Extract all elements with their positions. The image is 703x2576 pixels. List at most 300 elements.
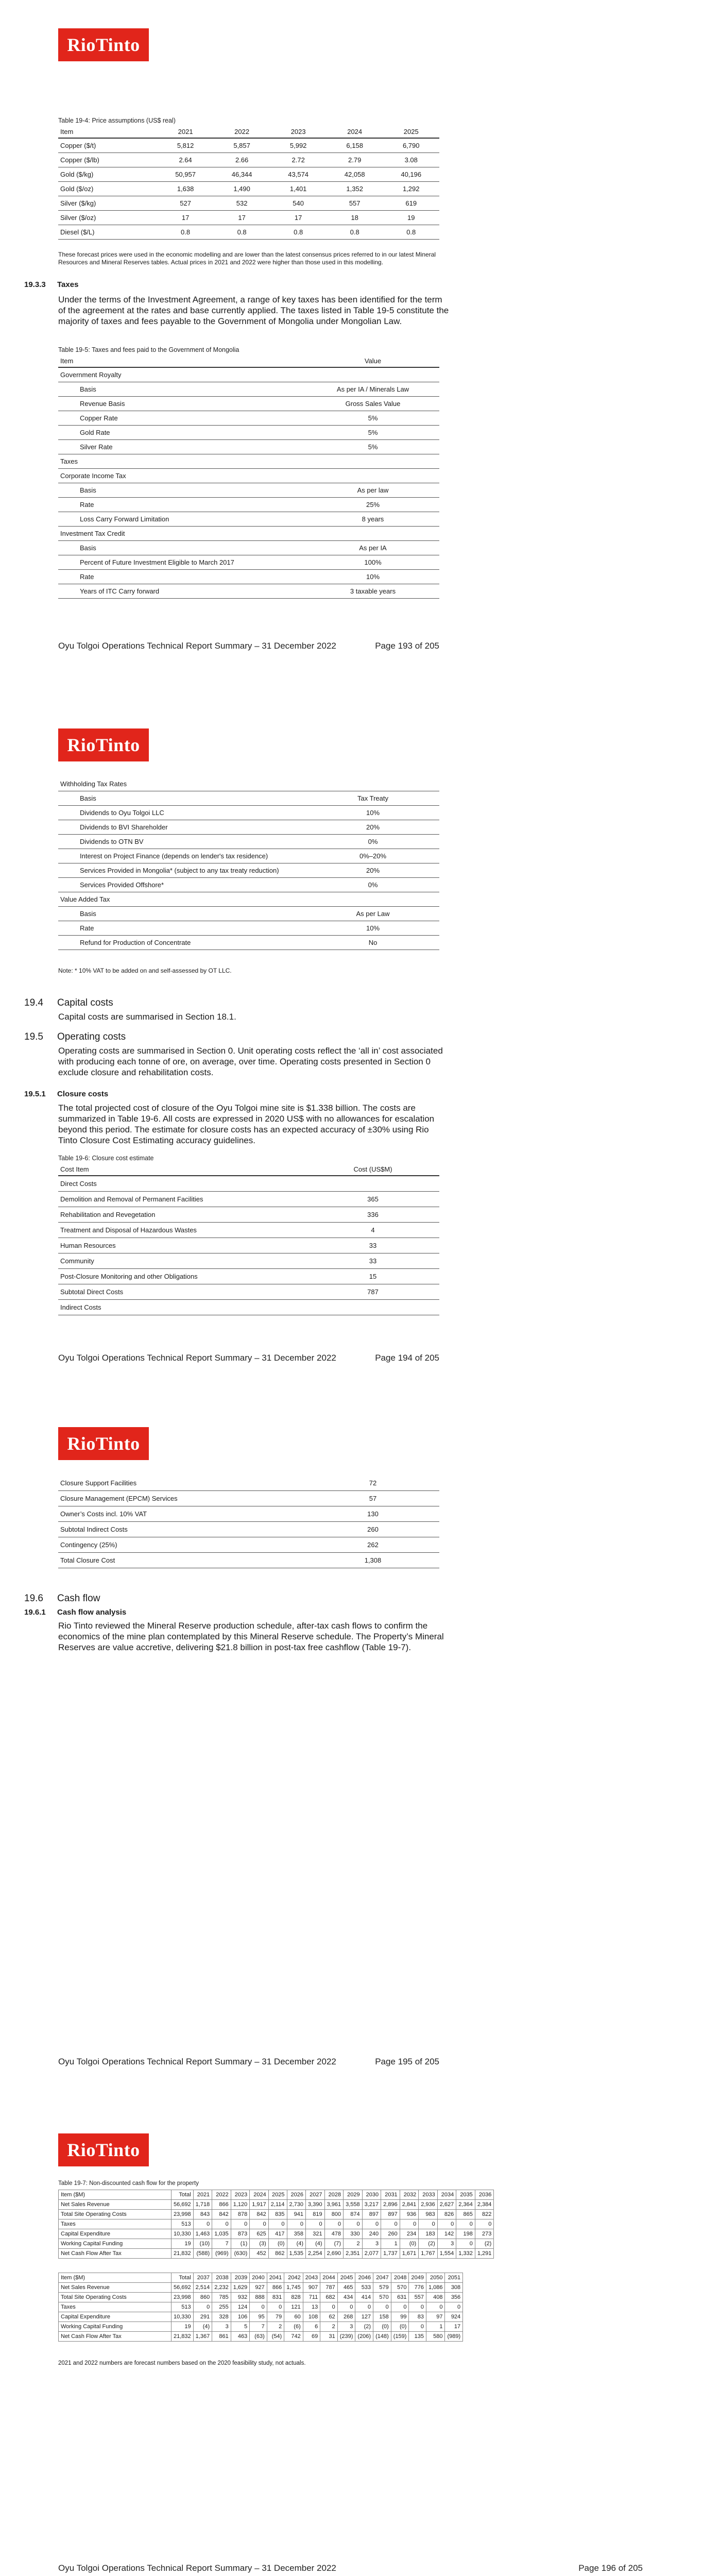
row-label: Corporate Income Tax	[58, 469, 306, 483]
row-label: Interest on Project Finance (depends on lender's tax residence)	[58, 849, 306, 863]
table-cell: (206)	[355, 2332, 373, 2342]
table-row	[58, 777, 439, 791]
table-row	[58, 849, 439, 863]
table-cell: (1)	[231, 2239, 250, 2249]
table-cell: 0	[437, 2219, 456, 2229]
column-header: 2041	[267, 2273, 284, 2283]
column-header: 2032	[400, 2190, 419, 2200]
table-cell: 843	[193, 2210, 212, 2219]
row-label: Rate	[58, 570, 306, 584]
table-cell: 0.8	[214, 225, 270, 240]
column-header: 2042	[284, 2273, 303, 2283]
row-value: 5%	[306, 440, 439, 454]
table-row	[58, 138, 439, 153]
row-value: Tax Treaty	[306, 791, 439, 806]
column-header: 2024	[250, 2190, 269, 2200]
row-value	[306, 892, 439, 907]
tax-table-caption: Table 19-5: Taxes and fees paid to the Government of Mongolia	[58, 346, 239, 353]
footer-title: Oyu Tolgoi Operations Technical Report Summary – 31 December 2022	[58, 641, 336, 651]
table-cell: 5	[231, 2322, 250, 2332]
table-cell: 0	[355, 2302, 373, 2312]
table-cell: 417	[268, 2229, 287, 2239]
col-value: Value	[306, 355, 439, 367]
column-header: Total	[172, 2273, 194, 2283]
footer-title: Oyu Tolgoi Operations Technical Report Summary – 31 December 2022	[58, 1353, 336, 1363]
table-cell: Capital Expenditure	[59, 2312, 172, 2322]
row-label: Silver Rate	[58, 440, 306, 454]
table-cell: 1,737	[381, 2249, 400, 2259]
table-cell: 1,554	[437, 2249, 456, 2259]
table-row	[58, 196, 439, 211]
table-cell: 0.8	[157, 225, 214, 240]
table-row	[58, 454, 439, 469]
table-cell: 5,812	[157, 138, 214, 153]
table-cell: (7)	[324, 2239, 344, 2249]
table-row	[58, 527, 439, 541]
rio-tinto-logo: RioTinto	[58, 728, 149, 761]
col-item: Item	[58, 355, 306, 367]
table-cell: (3)	[250, 2239, 269, 2249]
table-cell: (969)	[212, 2249, 231, 2259]
table-cell: 19	[172, 2239, 194, 2249]
row-label: Direct Costs	[58, 1176, 306, 1192]
cash-flow-table-2037-2051	[58, 2273, 463, 2342]
table-cell: 2,936	[419, 2200, 438, 2210]
column-header: 2051	[445, 2273, 463, 2283]
table-cell: Total Site Operating Costs	[59, 2210, 172, 2219]
operating-costs-paragraph: Operating costs are summarised in Section 0. Unit operating costs reflect the ‘all in’ cost associated with producing each tonne of ore, on average, over time. Operating costs presented in Section 0 exclude closure and rehabilitation costs.	[58, 1046, 443, 1077]
footer-title: Oyu Tolgoi Operations Technical Report Summary – 31 December 2022	[58, 2057, 336, 2066]
table-header-row	[58, 126, 439, 138]
table-cell: 10,330	[172, 2229, 194, 2239]
table-row	[59, 2210, 494, 2219]
column-header: 2048	[391, 2273, 409, 2283]
table-row	[58, 541, 439, 555]
table-cell: 142	[437, 2229, 456, 2239]
table-cell: (630)	[231, 2249, 250, 2259]
row-label: Contingency (25%)	[58, 1537, 306, 1553]
table-cell: 897	[381, 2210, 400, 2219]
row-value: 262	[306, 1537, 439, 1553]
table-cell: 2,841	[400, 2200, 419, 2210]
table-cell: 31	[320, 2332, 337, 2342]
column-header: 2033	[419, 2190, 438, 2200]
table-cell: 570	[373, 2293, 391, 2302]
row-value	[306, 1176, 439, 1192]
table-row	[58, 1238, 439, 1253]
table-cell: 711	[303, 2293, 320, 2302]
column-header: Item ($M)	[59, 2190, 172, 2200]
table-row	[59, 2283, 463, 2293]
row-value: 4	[306, 1223, 439, 1238]
table-row	[59, 2332, 463, 2342]
table-row	[58, 182, 439, 196]
table-cell: Net Sales Revenue	[59, 2200, 172, 2210]
column-header: 2039	[231, 2273, 250, 2283]
table-row	[58, 1522, 439, 1537]
column-header: 2028	[324, 2190, 344, 2200]
row-label: Indirect Costs	[58, 1300, 306, 1315]
table-cell: 983	[419, 2210, 438, 2219]
column-header: 2027	[306, 2190, 325, 2200]
table-cell: 0	[391, 2302, 409, 2312]
row-label: Loss Carry Forward Limitation	[58, 512, 306, 527]
col-cost: Cost (US$M)	[306, 1163, 439, 1176]
operating-costs-heading: 19.5 Operating costs	[24, 1031, 126, 1042]
table-cell: 234	[400, 2229, 419, 2239]
column-header: 2043	[303, 2273, 320, 2283]
row-label: Investment Tax Credit	[58, 527, 306, 541]
row-label: Withholding Tax Rates	[58, 777, 306, 791]
table-cell: 60	[284, 2312, 303, 2322]
row-label: Demolition and Removal of Permanent Facilities	[58, 1192, 306, 1207]
table-cell: 56,692	[172, 2283, 194, 2293]
row-label: Dividends to Oyu Tolgoi LLC	[58, 806, 306, 820]
row-label: Copper Rate	[58, 411, 306, 426]
row-value	[306, 469, 439, 483]
row-label: Post-Closure Monitoring and other Obligations	[58, 1269, 306, 1284]
row-label: Basis	[58, 541, 306, 555]
table-cell: 328	[212, 2312, 231, 2322]
table-cell: 0	[287, 2219, 306, 2229]
price-table-note: These forecast prices were used in the economic modelling and are lower than the latest consensus prices referred to in our latest Mineral Resources and Mineral Reserves tables. Actual prices in 2021 and 2022 were higher than those used in this modelling.	[58, 251, 436, 266]
table-cell: 0	[212, 2219, 231, 2229]
table-cell: 2,114	[268, 2200, 287, 2210]
page-number: Page 193 of 205	[375, 641, 439, 651]
table-row	[59, 2293, 463, 2302]
table-row	[58, 411, 439, 426]
table-cell: (0)	[400, 2239, 419, 2249]
table-cell: Net Sales Revenue	[59, 2283, 172, 2293]
table-cell: 106	[231, 2312, 250, 2322]
table-cell: 19	[172, 2322, 194, 2332]
table-cell: 1,352	[327, 182, 383, 196]
table-cell: 10,330	[172, 2312, 194, 2322]
footer-196	[58, 2563, 643, 2573]
column-header: 2022	[214, 126, 270, 138]
row-value	[306, 1300, 439, 1315]
row-value: 25%	[306, 498, 439, 512]
cash-flow-heading: 19.6 Cash flow	[24, 1593, 100, 1604]
table-row	[59, 2229, 494, 2239]
row-label: Years of ITC Carry forward	[58, 584, 306, 599]
row-value	[306, 367, 439, 382]
table-cell: 5,992	[270, 138, 327, 153]
row-value: No	[306, 936, 439, 950]
table-row	[58, 397, 439, 411]
table-cell: 527	[157, 196, 214, 211]
rio-tinto-logo: RioTinto	[58, 28, 149, 61]
column-header: 2049	[409, 2273, 426, 2283]
cash-flow-table-2021-2036	[58, 2190, 494, 2259]
table-cell: Copper ($/lb)	[58, 153, 157, 167]
table-row	[58, 878, 439, 892]
table-row	[58, 555, 439, 570]
table-cell: 408	[426, 2293, 445, 2302]
row-value: 8 years	[306, 512, 439, 527]
table-row	[59, 2322, 463, 2332]
column-header: 2038	[212, 2273, 231, 2283]
table-row	[58, 1506, 439, 1522]
table-cell: 2,690	[324, 2249, 344, 2259]
table-row	[58, 1176, 439, 1192]
column-header: 2037	[193, 2273, 212, 2283]
table-cell: 1,917	[250, 2200, 269, 2210]
row-label: Value Added Tax	[58, 892, 306, 907]
table-cell: 0	[320, 2302, 337, 2312]
table-row	[58, 1207, 439, 1223]
cash-flow-paragraph: Rio Tinto reviewed the Mineral Reserve production schedule, after-tax cash flows to confirm the economics of the mine plan contemplated by this Mineral Reserve schedule. The Property’s Mineral Reserves are value accretive, delivering $21.8 billion in post-tax free cashflow (Table 19-7).	[58, 1621, 444, 1652]
table-cell: 3,390	[306, 2200, 325, 2210]
table-cell: 0	[381, 2219, 400, 2229]
table-row	[58, 584, 439, 599]
table-cell: 897	[362, 2210, 381, 2219]
table-cell: 1,086	[426, 2283, 445, 2293]
table-row	[58, 512, 439, 527]
column-header: 2023	[270, 126, 327, 138]
row-value: As per law	[306, 483, 439, 498]
table-row	[58, 907, 439, 921]
table-cell: 330	[344, 2229, 363, 2239]
table-row	[58, 570, 439, 584]
footer-193	[58, 641, 439, 651]
table-cell: 0	[456, 2219, 475, 2229]
table-cell: 268	[337, 2312, 355, 2322]
row-label: Basis	[58, 483, 306, 498]
table-cell: 0	[373, 2302, 391, 2312]
table-cell: (0)	[373, 2322, 391, 2332]
footer-194	[58, 1353, 439, 1363]
table-cell: 43,574	[270, 167, 327, 182]
table-row	[58, 1223, 439, 1238]
table-cell: 888	[250, 2293, 267, 2302]
cf-table-note: 2021 and 2022 numbers are forecast numbers based on the 2020 feasibility study, not actuals.	[58, 2360, 306, 2366]
table-cell: 79	[267, 2312, 284, 2322]
table-cell: 6,158	[327, 138, 383, 153]
table-cell: 1,767	[419, 2249, 438, 2259]
table-cell: 19	[383, 211, 439, 225]
table-cell: 1,638	[157, 182, 214, 196]
table-cell: Silver ($/oz)	[58, 211, 157, 225]
cash-flow-analysis-heading: 19.6.1 Cash flow analysis	[24, 1608, 127, 1617]
table-cell: 842	[212, 2210, 231, 2219]
table-cell: Working Capital Funding	[59, 2322, 172, 2332]
table-row	[58, 1253, 439, 1269]
table-cell: 1,291	[475, 2249, 494, 2259]
table-cell: 69	[303, 2332, 320, 2342]
table-row	[58, 498, 439, 512]
table-cell: 1,629	[231, 2283, 250, 2293]
table-cell: 579	[373, 2283, 391, 2293]
table-cell: 62	[320, 2312, 337, 2322]
table-cell: Gold ($/kg)	[58, 167, 157, 182]
column-header: Item	[58, 126, 157, 138]
table-cell: 0	[344, 2219, 363, 2229]
row-label: Services Provided in Mongolia* (subject to any tax treaty reduction)	[58, 863, 306, 878]
table-cell: 17	[445, 2322, 463, 2332]
table-cell: 99	[391, 2312, 409, 2322]
table-cell: 787	[320, 2283, 337, 2293]
table-cell: 0	[250, 2219, 269, 2229]
column-header: 2046	[355, 2273, 373, 2283]
row-label: Rate	[58, 498, 306, 512]
column-header: 2034	[437, 2190, 456, 2200]
row-label: Subtotal Direct Costs	[58, 1284, 306, 1300]
row-label: Closure Management (EPCM) Services	[58, 1491, 306, 1506]
footer-title: Oyu Tolgoi Operations Technical Report Summary – 31 December 2022	[58, 2563, 336, 2573]
row-value: 5%	[306, 411, 439, 426]
table-row	[58, 1491, 439, 1506]
row-label: Refund for Production of Concentrate	[58, 936, 306, 950]
table-cell: 842	[250, 2210, 269, 2219]
table-row	[59, 2312, 463, 2322]
capital-costs-paragraph: Capital costs are summarised in Section 18.1.	[58, 1012, 236, 1022]
table-cell: 40,196	[383, 167, 439, 182]
row-value: 10%	[306, 570, 439, 584]
table-cell: 260	[381, 2229, 400, 2239]
row-label: Rehabilitation and Revegetation	[58, 1207, 306, 1223]
table-cell: 0	[445, 2302, 463, 2312]
table-cell: 18	[327, 211, 383, 225]
table-cell: 941	[287, 2210, 306, 2219]
table-cell: 7	[250, 2322, 267, 2332]
table-cell: 127	[355, 2312, 373, 2322]
table-row	[58, 153, 439, 167]
table-cell: 0	[193, 2219, 212, 2229]
column-header: 2050	[426, 2273, 445, 2283]
table-cell: 907	[303, 2283, 320, 2293]
table-cell: 17	[157, 211, 214, 225]
table-cell: 873	[231, 2229, 250, 2239]
table-cell: 240	[362, 2229, 381, 2239]
column-header: Total	[172, 2190, 194, 2200]
table-cell: 533	[355, 2283, 373, 2293]
footer-195	[58, 2057, 439, 2067]
row-value: 100%	[306, 555, 439, 570]
table-cell: 828	[284, 2293, 303, 2302]
table-cell: 513	[172, 2302, 194, 2312]
table-cell: 183	[419, 2229, 438, 2239]
table-cell: 198	[456, 2229, 475, 2239]
table-cell: 308	[445, 2283, 463, 2293]
row-value: Gross Sales Value	[306, 397, 439, 411]
column-header: 2036	[475, 2190, 494, 2200]
table-cell: 682	[320, 2293, 337, 2302]
page-number: Page 196 of 205	[578, 2563, 643, 2573]
table-cell: 580	[426, 2332, 445, 2342]
table-cell: 463	[231, 2332, 250, 2342]
table-cell: Taxes	[59, 2219, 172, 2229]
taxes-heading: 19.3.3 Taxes	[24, 280, 79, 289]
table-cell: 927	[250, 2283, 267, 2293]
table-cell: 2,514	[193, 2283, 212, 2293]
table-cell: Diesel ($/L)	[58, 225, 157, 240]
table-cell: 3.08	[383, 153, 439, 167]
capital-costs-heading: 19.4 Capital costs	[24, 997, 113, 1008]
row-value: As per IA / Minerals Law	[306, 382, 439, 397]
table-cell: 358	[287, 2229, 306, 2239]
table-row	[59, 2200, 494, 2210]
row-label: Dividends to BVI Shareholder	[58, 820, 306, 835]
table-cell: 874	[344, 2210, 363, 2219]
table-row	[59, 2219, 494, 2229]
table-cell: 513	[172, 2219, 194, 2229]
table-cell: 452	[250, 2249, 269, 2259]
tax-fees-table-continued	[58, 777, 439, 950]
row-value: 5%	[306, 426, 439, 440]
table-cell: (6)	[284, 2322, 303, 2332]
table-cell: (63)	[250, 2332, 267, 2342]
row-value: 20%	[306, 863, 439, 878]
table-cell: 862	[268, 2249, 287, 2259]
table-header-row	[59, 2273, 463, 2283]
column-header: 2029	[344, 2190, 363, 2200]
table-cell: 0	[306, 2219, 325, 2229]
row-value	[306, 777, 439, 791]
table-cell: 1,401	[270, 182, 327, 196]
table-row	[58, 1553, 439, 1568]
table-cell: 1,292	[383, 182, 439, 196]
table-row	[58, 863, 439, 878]
row-value: As per IA	[306, 541, 439, 555]
row-value	[306, 527, 439, 541]
table-cell: 255	[212, 2302, 231, 2312]
table-cell: Capital Expenditure	[59, 2229, 172, 2239]
table-cell: 2	[320, 2322, 337, 2332]
table-row	[58, 426, 439, 440]
table-header-row	[59, 2190, 494, 2200]
table-cell: 619	[383, 196, 439, 211]
column-header: 2031	[381, 2190, 400, 2200]
table-cell: (148)	[373, 2332, 391, 2342]
table-cell: 158	[373, 2312, 391, 2322]
table-cell: 2	[344, 2239, 363, 2249]
table-row	[58, 469, 439, 483]
table-cell: Taxes	[59, 2302, 172, 2312]
table-cell: (588)	[193, 2249, 212, 2259]
table-cell: 2.66	[214, 153, 270, 167]
table-cell: Silver ($/kg)	[58, 196, 157, 211]
table-cell: 0	[419, 2219, 438, 2229]
table-cell: 0	[337, 2302, 355, 2312]
taxes-paragraph: Under the terms of the Investment Agreement, a range of key taxes has been identified for the term of the agreement at the rates and base currently applied. The taxes listed in Table 19-5 constitute the majority of taxes and fees payable to the Government of Mongolia under Mongolian Law.	[58, 295, 449, 326]
table-cell: 0	[231, 2219, 250, 2229]
table-cell: 0.8	[327, 225, 383, 240]
table-cell: 2.72	[270, 153, 327, 167]
column-header: 2021	[157, 126, 214, 138]
table-cell: 0	[456, 2239, 475, 2249]
table-cell: 1	[381, 2239, 400, 2249]
table-cell: 0	[250, 2302, 267, 2312]
table-cell: 1,745	[284, 2283, 303, 2293]
table-row	[58, 1192, 439, 1207]
closure-table-caption: Table 19-6: Closure cost estimate	[58, 1155, 154, 1162]
table-row	[58, 167, 439, 182]
row-label: Owner’s Costs incl. 10% VAT	[58, 1506, 306, 1522]
row-label: Human Resources	[58, 1238, 306, 1253]
table-cell: 2,351	[344, 2249, 363, 2259]
table-cell: 135	[409, 2332, 426, 2342]
table-cell: 321	[306, 2229, 325, 2239]
table-cell: 742	[284, 2332, 303, 2342]
table-cell: 860	[193, 2293, 212, 2302]
table-row	[58, 820, 439, 835]
table-cell: Gold ($/oz)	[58, 182, 157, 196]
table-cell: 800	[324, 2210, 344, 2219]
table-cell: 776	[409, 2283, 426, 2293]
column-header: 2040	[250, 2273, 267, 2283]
table-cell: 785	[212, 2293, 231, 2302]
